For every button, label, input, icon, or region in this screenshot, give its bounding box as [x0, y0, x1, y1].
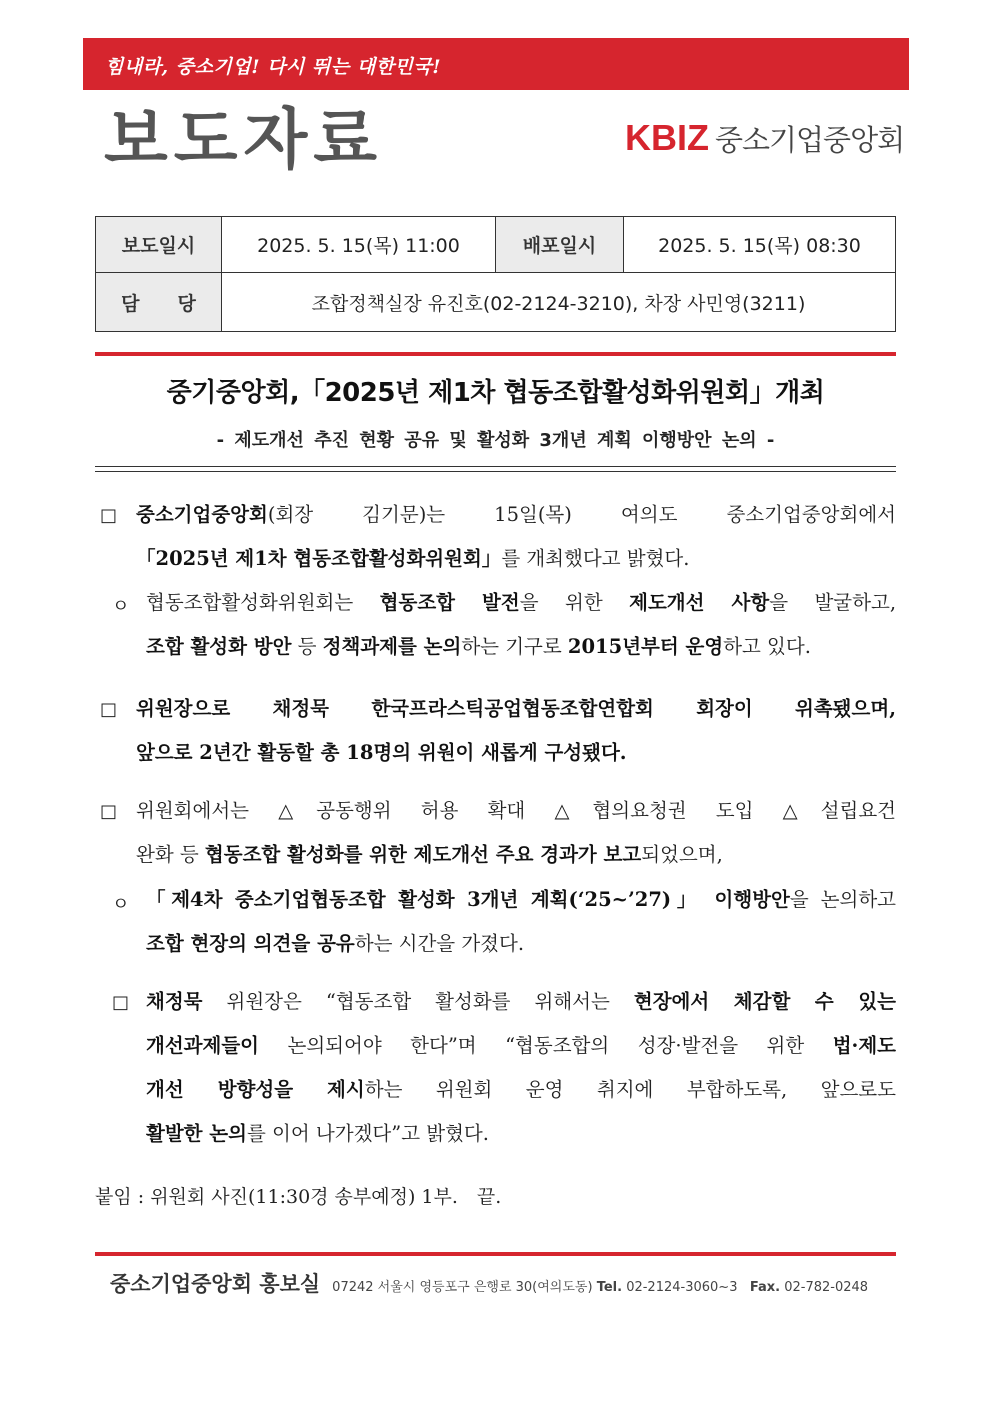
- text-bold: 활발한 논의: [146, 1122, 247, 1145]
- kbiz-logo: [625, 118, 904, 158]
- text-bold: 「2025년 제1차 협동조합활성화위원회」: [136, 547, 502, 570]
- text-bold: 개선 방향성을 제시: [146, 1078, 365, 1101]
- text: 를 이어 나가겠다”고 밝혔다.: [246, 1122, 489, 1145]
- paragraph-3: [136, 687, 896, 775]
- footer-contact: [332, 1276, 868, 1295]
- text-bold: 2015년부터 운영: [567, 635, 724, 658]
- text-bold: 현장에서 체감할 수 있는: [633, 990, 896, 1013]
- text-bold: 채정묵: [146, 990, 203, 1013]
- fax-label: Fax.: [749, 1280, 781, 1295]
- logo-org-name: 중소기업중앙회: [715, 122, 905, 157]
- logo-mark: KBIZ: [625, 117, 709, 158]
- text: 논의되어야 한다”며 “협동조합의 성장·발전을 위한: [259, 1034, 833, 1057]
- text: 등: [291, 635, 323, 658]
- text: (회장 김기문)는 15일(목) 여의도 중소기업중앙회에서: [267, 503, 896, 526]
- headline: 중기중앙회,「2025년 제1차 협동조합활성화위원회」개최: [166, 378, 825, 408]
- text-bold: 법·제도: [832, 1034, 896, 1057]
- contact-label: 담 당: [96, 273, 222, 332]
- headline-bottom-double-rule: [95, 466, 896, 472]
- paragraph-4: [136, 789, 896, 877]
- text: 협동조합활성화위원회는: [146, 591, 380, 614]
- text-bold: 「제4차 중소기업협동조합 활성화 3개년 계획(‘25~’27)」 이행방안: [146, 888, 790, 911]
- fax-number: 02-782-0248: [784, 1280, 869, 1295]
- text: 하는 기구로: [461, 635, 568, 658]
- square-bullet: □: [112, 992, 130, 1013]
- text: 하는 시간을 가졌다.: [354, 932, 525, 955]
- attachment-note: 붙임 : 위원회 사진(11:30경 송부예정) 1부. 끝.: [95, 1186, 502, 1208]
- text-bold: 위원장으로 채정묵 한국프라스틱공업협동조합연합회 회장이 위촉됐으며,: [136, 697, 896, 720]
- paragraph-2: [146, 581, 896, 669]
- text-bold: 중소기업중앙회: [136, 503, 268, 526]
- document-title: 보도자료: [104, 101, 384, 178]
- subheadline: - 제도개선 추진 현황 공유 및 활성화 3개년 계획 이행방안 논의 -: [216, 430, 775, 451]
- text: 되었으며,: [641, 843, 723, 866]
- text: 완화 등: [136, 843, 205, 866]
- text: 위원장은 “협동조합 활성화를 위해서는: [202, 990, 634, 1013]
- text-bold: 조합 활성화 방안: [146, 635, 292, 658]
- text-bold: 협동조합 발전: [379, 591, 520, 614]
- tel-label: Tel.: [596, 1280, 623, 1295]
- footer-department: 중소기업중앙회 홍보실: [110, 1272, 321, 1296]
- text: 을 위한: [519, 591, 630, 614]
- text-bold: 제도개선 사항: [629, 591, 770, 614]
- distribution-date-value: 2025. 5. 15(목) 08:30: [624, 217, 896, 273]
- slogan-banner: [83, 38, 909, 90]
- text: 하고 있다.: [723, 635, 811, 658]
- tel-number: 02-2124-3060~3: [626, 1280, 738, 1295]
- release-date-label: 보도일시: [96, 217, 222, 273]
- square-bullet: □: [100, 801, 118, 822]
- text: 하는 위원회 운영 취지에 부합하도록, 앞으로도: [364, 1078, 896, 1101]
- text-bold: 정책과제를 논의: [322, 635, 462, 658]
- paragraph-5: [146, 878, 896, 966]
- footer: [110, 1268, 868, 1298]
- contact-value: 조합정책실장 유진호(02-2124-3210), 차장 사민영(3211): [222, 273, 896, 332]
- paragraph-1: [136, 493, 896, 581]
- circle-bullet: ㅇ: [112, 894, 130, 915]
- circle-bullet: ㅇ: [112, 596, 130, 617]
- footer-address: 07242 서울시 영등포구 은행로 30(여의도동): [332, 1280, 593, 1295]
- text-bold: 앞으로 2년간 활동할 총 18명의 위원이 새롭게 구성됐다.: [136, 741, 627, 764]
- paragraph-6: [146, 980, 896, 1156]
- text: 위원회에서는 △공동행위 허용 확대 △협의요청권 도입 △설립요건: [136, 799, 896, 822]
- text: 을 발굴하고,: [769, 591, 897, 614]
- text-bold: 협동조합 활성화를 위한 제도개선 주요 경과가 보고: [204, 843, 642, 866]
- text: 를 개최했다고 밝혔다.: [501, 547, 690, 570]
- text: 을 논의하고: [789, 888, 896, 911]
- footer-top-rule: [95, 1252, 896, 1256]
- text-bold: 조합 현장의 의견을 공유: [146, 932, 355, 955]
- text-bold: 개선과제들이: [146, 1034, 260, 1057]
- square-bullet: □: [100, 505, 118, 526]
- headline-top-rule: [95, 352, 896, 356]
- release-info-table: [95, 216, 896, 332]
- release-date-value: 2025. 5. 15(목) 11:00: [222, 217, 496, 273]
- distribution-date-label: 배포일시: [496, 217, 624, 273]
- square-bullet: □: [100, 699, 118, 720]
- slogan-text: 힘내라, 중소기업! 다시 뛰는 대한민국!: [105, 56, 442, 78]
